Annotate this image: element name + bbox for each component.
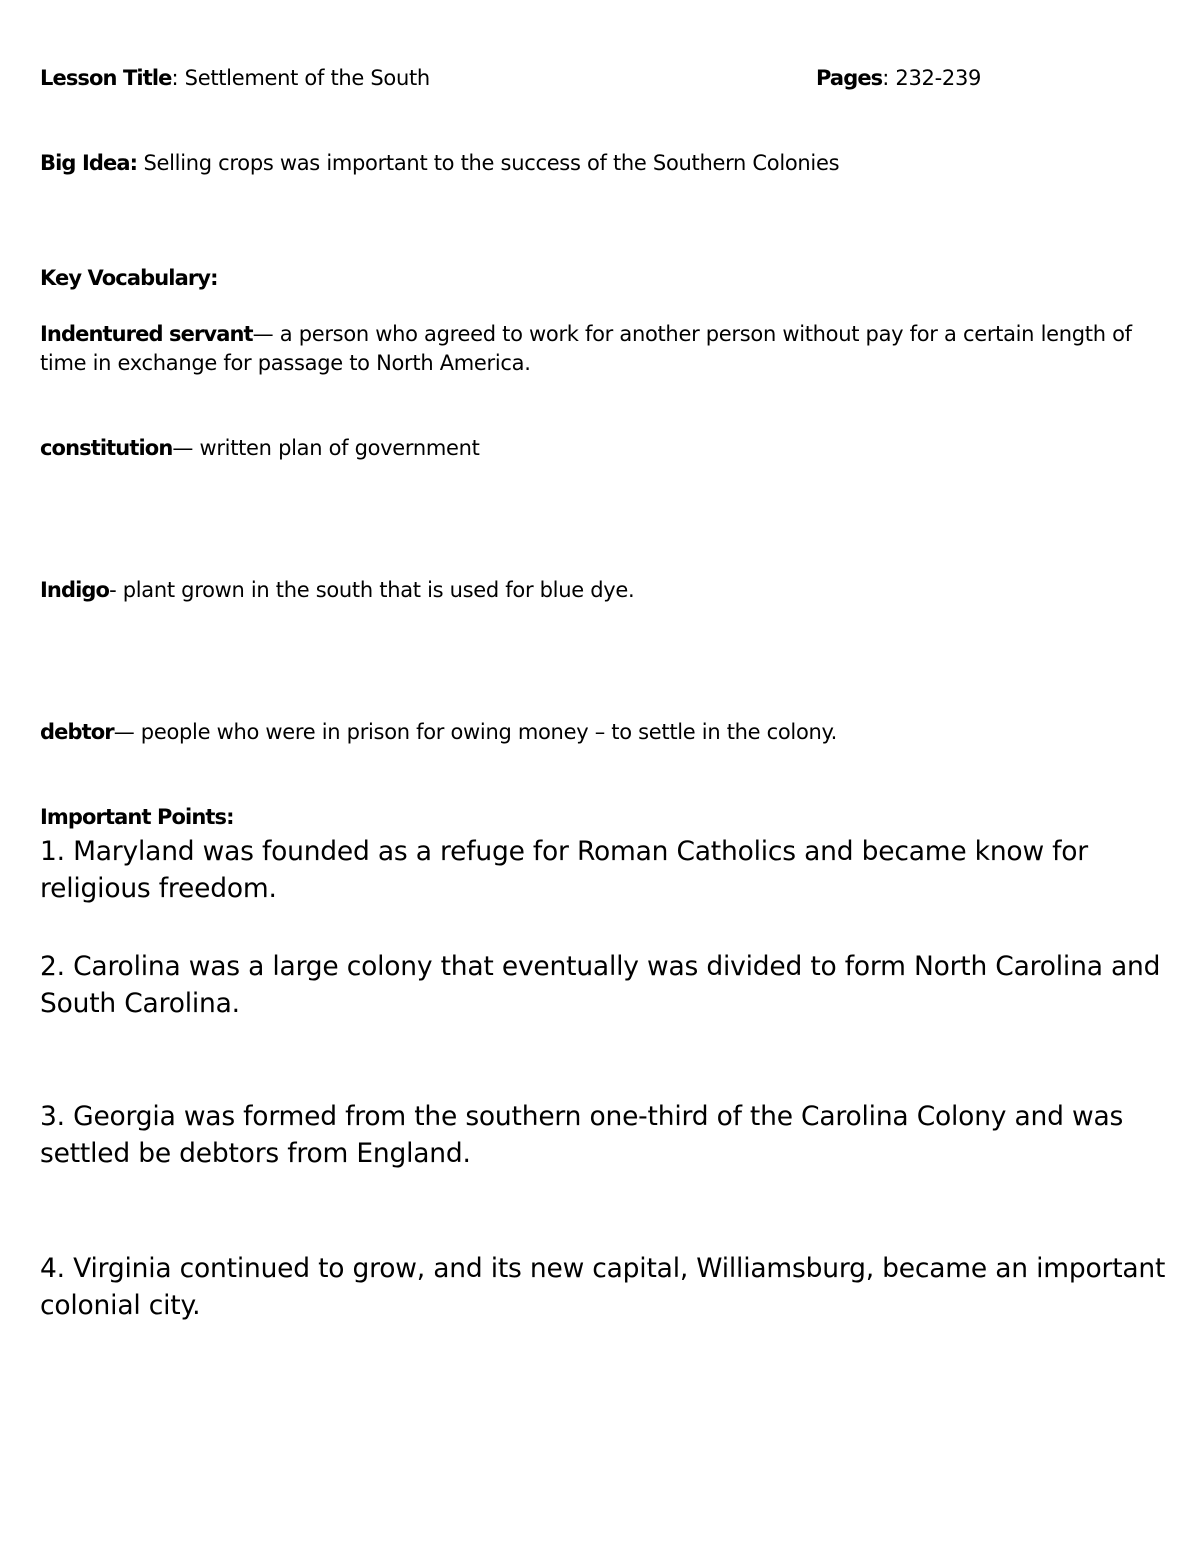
important-point-virginia: 4. Virginia continued to grow, and its new capital, Williamsburg, became an important colonial city. [40,1253,1166,1321]
vocab-definition: — written plan of government [172,436,480,460]
vocab-entry-indigo [40,576,1160,605]
vocab-definition: - plant grown in the south that is used for blue dye. [109,578,635,602]
important-point-carolina: 2. Carolina was a large colony that eventually was divided to form North Carolina and South Carolina. [40,951,1161,1019]
big-idea-label: Big Idea: [40,151,138,175]
vocab-term: Indentured servant [40,322,253,346]
important-point-georgia: 3. Georgia was formed from the southern one-third of the Carolina Colony and was settled be debtors from England. [40,1101,1124,1169]
pages-value: : 232-239 [882,66,982,90]
big-idea-line [40,149,839,178]
vocab-term: Indigo [40,578,110,602]
lesson-title-label: Lesson Title [40,66,172,90]
lesson-title-value: : Settlement of the South [171,66,430,90]
key-vocabulary-heading: Key Vocabulary: [40,266,218,290]
vocab-entry-constitution [40,434,1160,463]
vocab-term: debtor [40,720,114,744]
vocab-definition: — people who were in prison for owing money – to settle in the colony. [113,720,838,744]
big-idea-text: Selling crops was important to the success of the Southern Colonies [137,151,840,175]
vocab-entry-indentured-servant [40,320,1160,378]
lesson-title-line [40,64,430,93]
vocab-entry-debtor [40,718,1160,747]
pages-label: Pages [816,66,883,90]
vocab-definition: — a person who agreed to work for another person without pay for a certain length of time in exchange for passage to North America. [40,322,1132,375]
vocab-term: constitution [40,436,173,460]
important-point-maryland: 1. Maryland was founded as a refuge for Roman Catholics and became know for religious freedom. [40,836,1088,904]
important-points-heading: Important Points: [40,805,234,829]
pages-line [816,64,981,93]
